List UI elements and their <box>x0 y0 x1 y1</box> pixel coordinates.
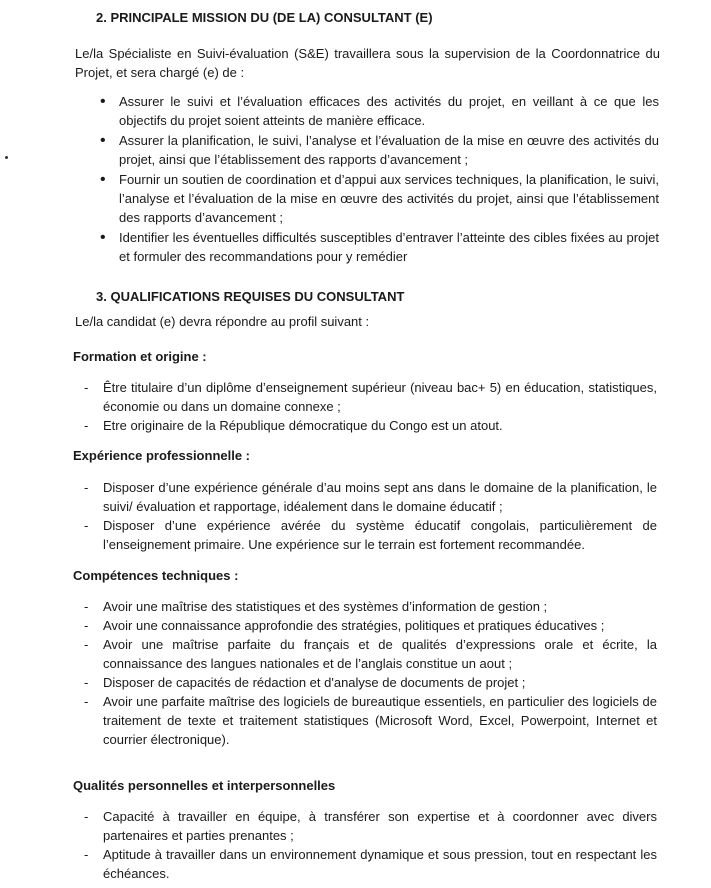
bullet-marker: • <box>100 171 106 188</box>
list-item: - Disposer d’une expérience générale d’au moins sept ans dans le domaine de la planification, le suivi/ évaluation et rapportage, idéalement dans le domaine éducatif ; <box>84 480 657 514</box>
experience-list <box>0 478 657 554</box>
dash-marker: - <box>84 599 89 614</box>
list-item: • Assurer le suivi et l’évaluation efficaces des activités du projet, en veillant à ce que les objectifs du projet soient atteints de manière efficace. <box>100 93 659 128</box>
list-item: - Avoir une connaissance approfondie des stratégies, politiques et pratiques éducatives ; <box>84 618 605 633</box>
dash-marker: - <box>84 418 89 433</box>
dash-marker: - <box>84 518 89 533</box>
scan-speck <box>5 156 8 159</box>
section-2-title: 2. PRINCIPALE MISSION DU (DE LA) CONSULTANT (E) <box>96 10 433 25</box>
competences-heading: Compétences techniques : <box>73 568 239 583</box>
list-item: - Avoir une parfaite maîtrise des logiciels de bureautique essentiels, en particulier des logiciels de traitement de texte et traitement statistiques (Microsoft Word, Excel, Powerpoint, Internet et courrier électronique). <box>84 694 657 747</box>
formation-list <box>0 378 657 435</box>
list-item: • Assurer la planification, le suivi, l’analyse et l’évaluation de la mise en œuvre des activités du projet, ainsi que l’établissement des rapports d’avancement ; <box>100 132 659 167</box>
qualites-list <box>0 807 657 883</box>
bullet-marker: • <box>100 229 106 246</box>
list-item: - Etre originaire de la République démocratique du Congo est un atout. <box>84 418 503 433</box>
formation-heading: Formation et origine : <box>73 349 207 364</box>
list-item: - Disposer d’une expérience avérée du système éducatif congolais, particulièrement de l’enseignement primaire. Une expérience sur le terrain est fortement recommandée. <box>84 518 657 552</box>
dash-marker: - <box>84 847 89 862</box>
mission-bullet-list <box>0 92 659 267</box>
section-3-title: 3. QUALIFICATIONS REQUISES DU CONSULTANT <box>96 289 405 304</box>
dash-marker: - <box>84 637 89 652</box>
dash-marker: - <box>84 618 89 633</box>
dash-marker: - <box>84 380 89 395</box>
section-2-intro: Le/la Spécialiste en Suivi-évaluation (S&E) travaillera sous la supervision de la Coordonnatrice du Projet, et sera chargé (e) de : <box>75 46 660 80</box>
dash-marker: - <box>84 480 89 495</box>
section-3-intro: Le/la candidat (e) devra répondre au profil suivant : <box>75 314 370 329</box>
list-item: - Aptitude à travailler dans un environnement dynamique et sous pression, tout en respectant les échéances. <box>84 847 657 881</box>
list-item: - Disposer de capacités de rédaction et d'analyse de documents de projet ; <box>84 675 526 690</box>
list-item: - Avoir une maîtrise parfaite du français et de qualités d’expressions orale et écrite, la connaissance des langues nationales et de l’anglais constitue un aout ; <box>84 637 657 671</box>
competences-list <box>0 597 657 749</box>
dash-marker: - <box>84 675 89 690</box>
dash-marker: - <box>84 809 89 824</box>
list-item: • Identifier les éventuelles difficultés susceptibles d’entraver l’atteinte des cibles fixées au projet et formuler des recommandations pour y remédier <box>100 229 659 264</box>
list-item: - Être titulaire d’un diplôme d’enseignement supérieur (niveau bac+ 5) en éducation, statistiques, économie ou dans un domaine connexe ; <box>84 380 657 414</box>
experience-heading: Expérience professionnelle : <box>73 448 251 463</box>
qualites-heading: Qualités personnelles et interpersonnelles <box>73 778 336 793</box>
dash-marker: - <box>84 694 89 709</box>
bullet-marker: • <box>100 132 106 149</box>
bullet-marker: • <box>100 93 106 110</box>
list-item: • Fournir un soutien de coordination et d’appui aux services techniques, la planification, le suivi, l’analyse et l’évaluation de la mise en œuvre des activités du projet, ainsi que l’établissement des rapports d’avancement ; <box>100 171 659 225</box>
list-item: - Capacité à travailler en équipe, à transférer son expertise et à coordonner avec divers partenaires et parties prenantes ; <box>84 809 657 843</box>
list-item: - Avoir une maîtrise des statistiques et des systèmes d’information de gestion ; <box>84 599 548 614</box>
